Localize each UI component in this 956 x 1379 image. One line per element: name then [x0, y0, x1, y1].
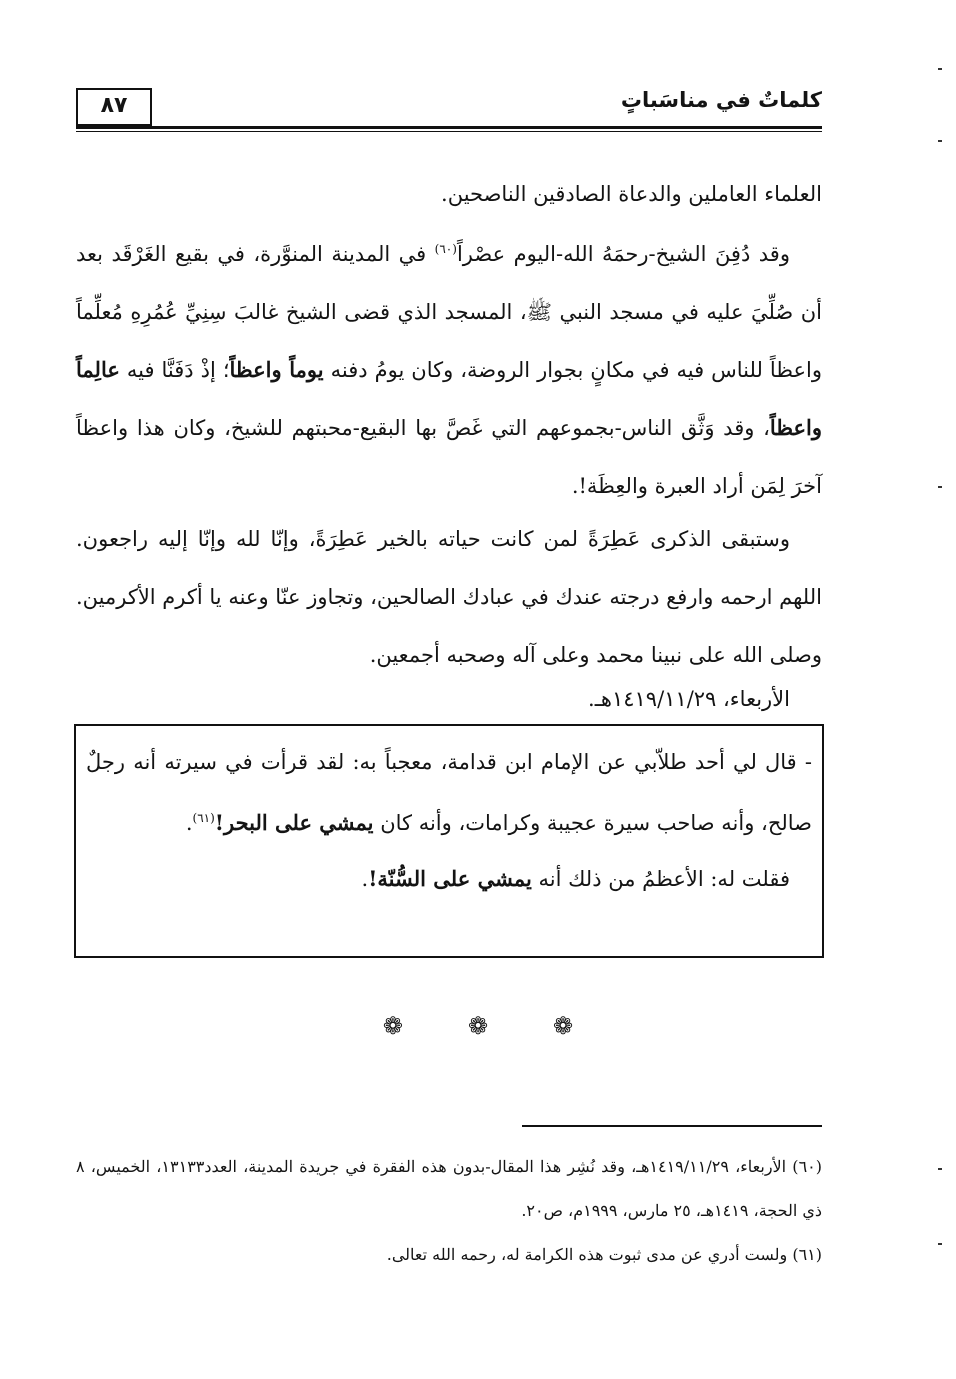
- text-run: - قال لي أحد طلاّبي عن الإمام ابن قدامة، معجباً به: لقد قرأت في سيرته أنه رجلٌ صالح، وأنه صاحب سيرة عجيبة وكرامات، وأنه كان: [86, 750, 812, 835]
- text-run: .: [185, 811, 193, 835]
- footnote-separator: [522, 1125, 822, 1127]
- bold-phrase: يمشي على البحر!: [214, 810, 374, 835]
- running-title: كلماتٌ في مناسَباتٍ: [620, 88, 822, 112]
- header-rule-thin: [76, 131, 822, 132]
- footnote-ref-61[interactable]: (٦١): [192, 811, 215, 825]
- text-run: .: [361, 867, 369, 891]
- anecdote-box: [74, 724, 824, 958]
- anecdote-question: [86, 734, 812, 851]
- scan-mark: [938, 68, 942, 70]
- flower-ornament-icon: ❁: [382, 1012, 403, 1040]
- text-run: فقلت له: الأعظمُ من ذلك أنه: [531, 867, 790, 891]
- text-run: ، وقد وَثَّق الناس-بجموعهم التي غَصَّ بها البقيع-محبتهم للشيخ، وكان هذا واعظاً آخرَ لِمَن أراد العبرة والعِظَة!.: [76, 416, 822, 498]
- header-rule-thick: [76, 126, 822, 129]
- paragraph-prayer: وستبقى الذكرى عَطِرَةً لمن كانت حياته بالخير عَطِرَةً، وإنّا لله وإنّا إليه راجعون. اللهم ارحمه وارفع درجته عندك في عبادك الصالحين، وتجاوز عنّا وعنه يا أكرم الأكرمين. وصلى الله على نبينا محمد وعلى آله وصحبه أجمعين.: [75, 527, 822, 667]
- scan-mark: [938, 140, 942, 142]
- text-run: ؛ إذْ دَفَنَّا فيه: [119, 358, 230, 382]
- text-run: في المدينة المنوَّرة، في بقيع الغَرْقَد بعد أن صُلِّيَ عليه في مسجد النبي ﷺ، المسجد الذي قضى الشيخ غالبَ سِنِيِّ عُمُرِهِ مُعلِّماً واعظاً للناس فيه في مكانٍ بجوار الروضة، وكان يومُ دفنه: [76, 242, 822, 382]
- text-run: وقد دُفِنَ الشيخ-رحمَهُ الله-اليوم عصْراً: [456, 242, 790, 266]
- date-line: الأربعاء، ١٤١٩/١١/٢٩هـ.: [588, 687, 790, 711]
- footnote-ref-60[interactable]: (٦٠): [434, 242, 457, 256]
- anecdote-answer: [86, 851, 812, 907]
- footnote-61: (٦١) ولست أدري عن مدى ثبوت هذه الكرامة له، رحمه الله تعالى.: [386, 1245, 822, 1264]
- scan-mark: [938, 1243, 942, 1245]
- section-ornaments: [0, 1012, 956, 1040]
- paragraph-burial: [76, 220, 822, 515]
- bold-phrase: عالِماً واعظاً: [76, 357, 822, 440]
- scan-mark: [938, 486, 942, 488]
- bold-phrase: يوماً واعظاً: [229, 357, 324, 382]
- paragraph-closing-line: العلماء العاملين والدعاة الصادقين الناصحين.: [441, 182, 822, 206]
- footnote-60: (٦٠) الأربعاء، ١٤١٩/١١/٢٩هـ، وقد نُشِر هذا المقال-بدون هذه الفقرة في جريدة المدينة، العدد١٣١٣٣، الخميس، ٨ ذي الحجة، ١٤١٩هـ، ٢٥ مارس، ١٩٩٩م، ص٢٠.: [76, 1157, 822, 1220]
- page-number: ٨٧: [76, 88, 152, 126]
- bold-phrase: يمشي على السُّنّة!: [368, 866, 532, 891]
- scan-mark: [938, 1168, 942, 1170]
- flower-ornament-icon: ❁: [467, 1012, 489, 1040]
- flower-ornament-icon: ❁: [553, 1012, 574, 1040]
